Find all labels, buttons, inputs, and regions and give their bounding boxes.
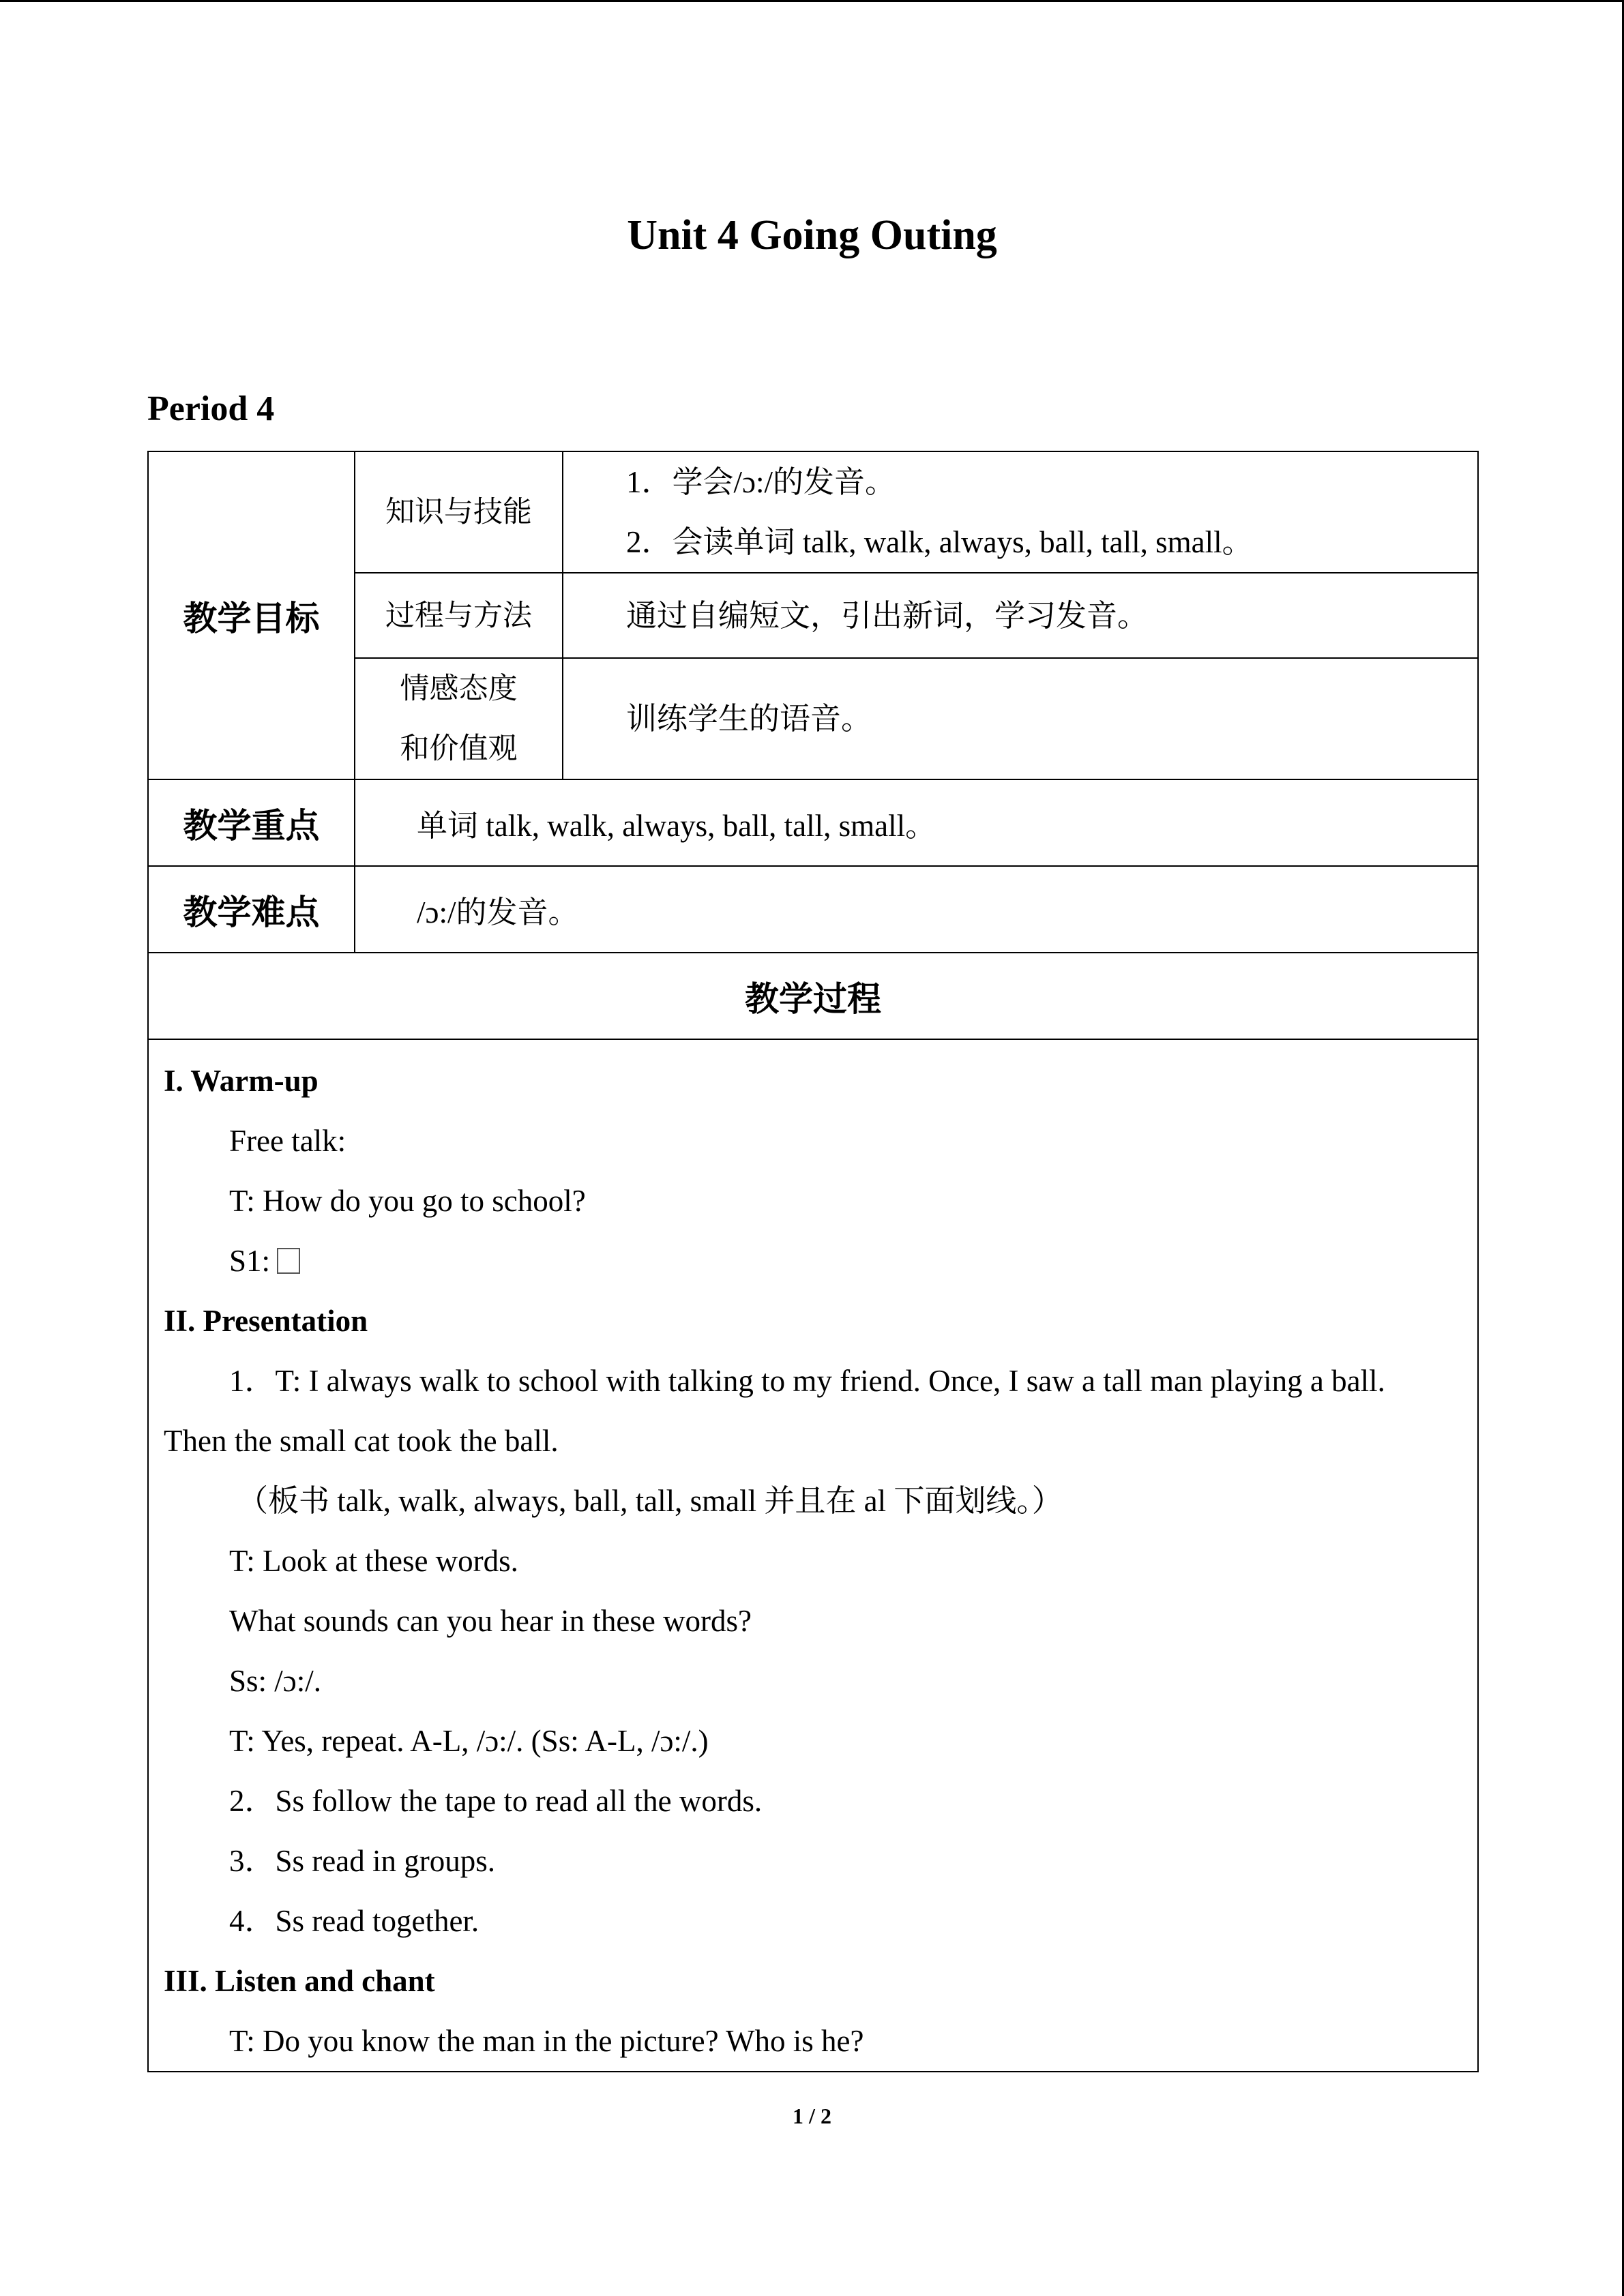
table-row — [148, 779, 1478, 866]
procedure-content — [148, 1039, 1478, 2072]
listen-heading: III. Listen and chant — [164, 1964, 435, 1998]
warmup-line: T: How do you go to school? — [229, 1184, 586, 1218]
knowledge-item: 2．会读单词 talk, walk, always, ball, tall, small。 — [626, 525, 1253, 559]
presentation-line: T: Yes, repeat. A-L, /ɔ:/. (Ss: A-L, /ɔ:/.) — [229, 1724, 709, 1758]
warmup-line: Free talk: — [229, 1124, 346, 1158]
difficulties-label: 教学难点 — [148, 866, 355, 953]
process-label: 过程与方法 — [355, 573, 563, 658]
knowledge-item: 1．学会/ɔ:/的发音。 — [626, 465, 896, 499]
emotion-content: 训练学生的语音。 — [563, 658, 1478, 779]
emotion-label-line: 情感态度 — [400, 672, 518, 706]
page-number: 1 / 2 — [793, 2104, 831, 2128]
presentation-line: 2．Ss follow the tape to read all the words. — [229, 1784, 763, 1818]
presentation-heading: II. Presentation — [164, 1304, 368, 1338]
top-border — [0, 0, 1624, 2]
table-row — [148, 866, 1478, 953]
difficulties-content: /ɔ:/的发音。 — [355, 866, 1478, 953]
process-content: 通过自编短文，引出新词，学习发音。 — [563, 573, 1478, 658]
key-points-label: 教学重点 — [148, 779, 355, 866]
presentation-line: Then the small cat took the ball. — [164, 1424, 559, 1458]
procedure-heading: 教学过程 — [148, 953, 1478, 1039]
emotion-label — [355, 658, 563, 779]
presentation-line: 4．Ss read together. — [229, 1904, 479, 1938]
presentation-line: T: Look at these words. — [229, 1544, 518, 1578]
knowledge-content — [563, 451, 1478, 573]
key-points-content: 单词 talk, walk, always, ball, tall, small。 — [355, 779, 1478, 866]
warmup-line-text: S1: — [229, 1244, 271, 1278]
emotion-label-line: 和价值观 — [400, 732, 518, 766]
presentation-line: 1．T: I always walk to school with talking to my friend. Once, I saw a tall man playing a ball. — [229, 1364, 1385, 1398]
warmup-heading: I. Warm-up — [164, 1064, 319, 1098]
table-row — [148, 451, 1478, 573]
presentation-line: 3．Ss read in groups. — [229, 1844, 495, 1878]
presentation-line: What sounds can you hear in these words? — [229, 1604, 752, 1638]
table-row — [148, 1039, 1478, 2072]
lesson-plan-table — [147, 451, 1479, 2072]
document-title: Unit 4 Going Outing — [627, 212, 997, 258]
table-row — [148, 953, 1478, 1039]
period-heading: Period 4 — [147, 389, 275, 428]
knowledge-label: 知识与技能 — [355, 451, 563, 573]
presentation-line: （板书 talk, walk, always, ball, tall, small 并且在 al 下面划线。） — [237, 1484, 1063, 1518]
listen-line: T: Do you know the man in the picture? Who is he? — [229, 2024, 864, 2058]
objectives-label: 教学目标 — [148, 451, 355, 779]
presentation-line: Ss: /ɔ:/. — [229, 1664, 322, 1698]
blank-box-icon — [277, 1248, 300, 1274]
warmup-line — [149, 1231, 1477, 1291]
